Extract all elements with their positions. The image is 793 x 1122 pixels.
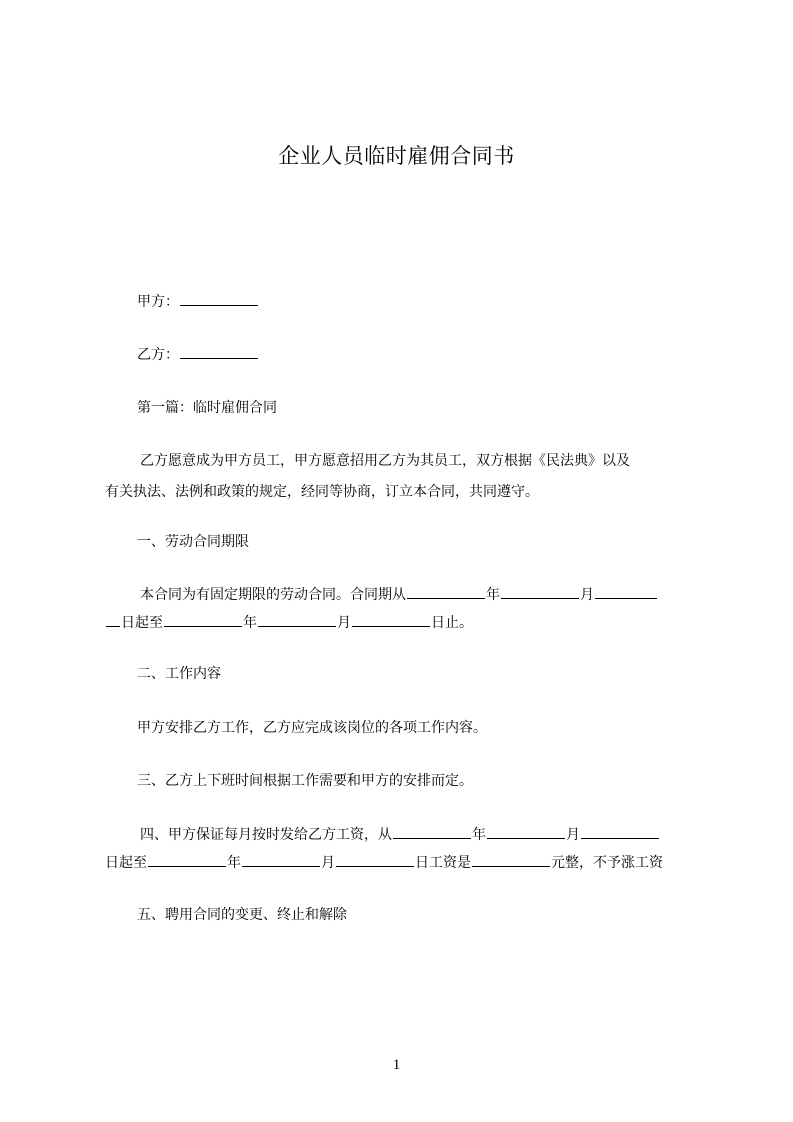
blank-end-month [258, 612, 336, 627]
blank-start-day-cont [106, 612, 120, 627]
blank-end-day [352, 612, 430, 627]
blank-start-year [407, 584, 485, 599]
wage-year-label-2: 年 [227, 855, 241, 871]
wage-year-label: 年 [472, 827, 486, 843]
wage-month-label: 月 [566, 827, 580, 843]
section4-line-2 [105, 852, 705, 873]
day-from-label: 日起至 [121, 615, 163, 631]
month-label: 月 [580, 587, 594, 603]
section5-heading: 五、聘用合同的变更、终止和解除 [137, 907, 347, 923]
blank-start-month [501, 584, 579, 599]
section4-text: 四、甲方保证每月按时发给乙方工资，从 [140, 827, 392, 843]
blank-start-day [595, 584, 657, 599]
wage-blank-end-month [242, 852, 320, 867]
wage-blank-end-day [336, 852, 414, 867]
section3-text: 三、乙方上下班时间根据工作需要和甲方的安排而定。 [137, 773, 473, 789]
end-label: 日止。 [431, 615, 473, 631]
blank-end-year [164, 612, 242, 627]
wage-blank-start-day [581, 824, 659, 839]
section1-text: 本合同为有固定期限的劳动合同。合同期从 [140, 587, 406, 603]
party-b-blank [180, 344, 258, 359]
party-a-blank [180, 291, 258, 306]
party-b-line [105, 344, 737, 365]
section2-heading: 二、工作内容 [137, 666, 221, 682]
chapter-heading: 第一篇：临时雇佣合同 [137, 400, 277, 416]
section1-heading: 一、劳动合同期限 [137, 534, 249, 550]
wage-blank-start-year [393, 824, 471, 839]
wage-blank-end-year [148, 852, 226, 867]
document-title: 企业人员临时雇佣合同书 [278, 144, 515, 168]
year-label-2: 年 [243, 615, 257, 631]
month-label-2: 月 [337, 615, 351, 631]
section2-text: 甲方安排乙方工作，乙方应完成该岗位的各项工作内容。 [137, 720, 487, 736]
page-number: 1 [392, 1057, 401, 1073]
wage-blank-start-month [487, 824, 565, 839]
section4-line-1 [105, 824, 740, 845]
section1-line-2 [105, 612, 705, 633]
party-b-label: 乙方： [137, 347, 179, 363]
wage-month-label-2: 月 [321, 855, 335, 871]
intro-line-1: 乙方愿意成为甲方员工，甲方愿意招用乙方为其员工，双方根据《民法典》以及 [140, 453, 630, 469]
section1-line-1 [105, 584, 740, 605]
wage-end-label: 元整，不予涨工资 [551, 855, 663, 871]
intro-line-2: 有关执法、法例和政策的规定，经同等协商，订立本合同，共同遵守。 [105, 484, 539, 500]
wage-amount-blank [472, 852, 550, 867]
wage-label: 日工资是 [415, 855, 471, 871]
wage-day-from-label: 日起至 [105, 855, 147, 871]
year-label: 年 [486, 587, 500, 603]
party-a-line [105, 291, 737, 312]
party-a-label: 甲方： [137, 294, 179, 310]
